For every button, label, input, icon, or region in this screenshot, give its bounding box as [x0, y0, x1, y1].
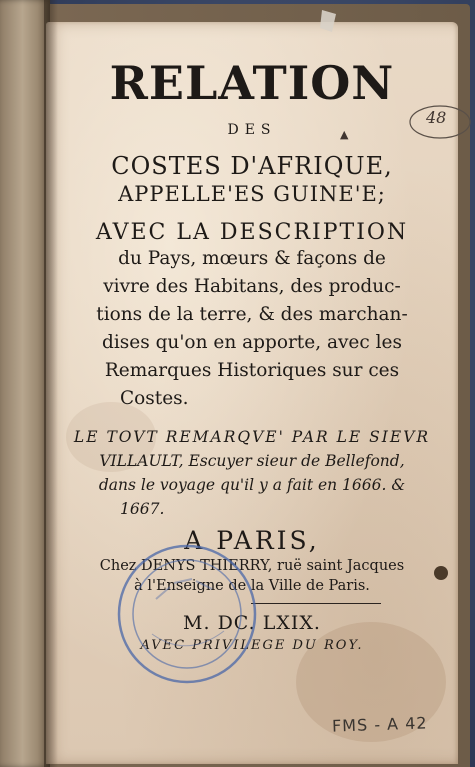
- library-stamp: [112, 539, 262, 689]
- title-des: DES: [227, 122, 277, 138]
- description-line: vivre des Habitans, des produc-: [103, 276, 401, 297]
- gutter-shadow: [44, 0, 58, 767]
- margin-number: 48: [426, 108, 447, 127]
- worm-hole: [434, 566, 448, 580]
- shelfmark: FMS - A 42: [331, 713, 428, 736]
- paper-tab-icon: [318, 8, 340, 34]
- imprint-date: M. DC. LXIX.: [183, 612, 321, 634]
- description-line: Costes.: [120, 388, 189, 409]
- description-line: du Pays, mœurs & façons de: [118, 248, 386, 269]
- description-line: Remarques Historiques sur ces: [104, 360, 400, 381]
- royal-privilege: AVEC PRIVILEGE DU ROY.: [140, 638, 364, 653]
- title-costes: COSTES D'AFRIQUE,: [111, 152, 393, 180]
- title-avec: AVEC LA DESCRIPTION: [95, 220, 409, 245]
- title-relation: RELATION: [109, 56, 395, 110]
- divider-rule: [251, 603, 381, 604]
- imprint-place: A PARIS,: [184, 526, 320, 555]
- author-line: LE TOVT REMARQVE' PAR LE SIEVR: [73, 428, 431, 446]
- imprint-printer: Chez DENYS THIERRY, ruë saint Jacques: [99, 558, 405, 574]
- author-line: dans le voyage qu'il y a fait en 1666. &: [98, 476, 406, 494]
- imprint-printer: à l'Enseigne de la Ville de Paris.: [134, 578, 370, 594]
- title-appellees: APPELLE'ES GUINE'E;: [118, 182, 386, 206]
- description-line: tions de la terre, & des marchan-: [96, 304, 408, 325]
- ink-mark: ▲: [340, 128, 349, 141]
- book-spine-edge: [0, 0, 50, 767]
- description-line: dises qu'on en apporte, avec les: [102, 332, 402, 353]
- author-line: 1667.: [120, 500, 165, 518]
- author-line: VILLAULT, Escuyer sieur de Bellefond,: [99, 452, 405, 470]
